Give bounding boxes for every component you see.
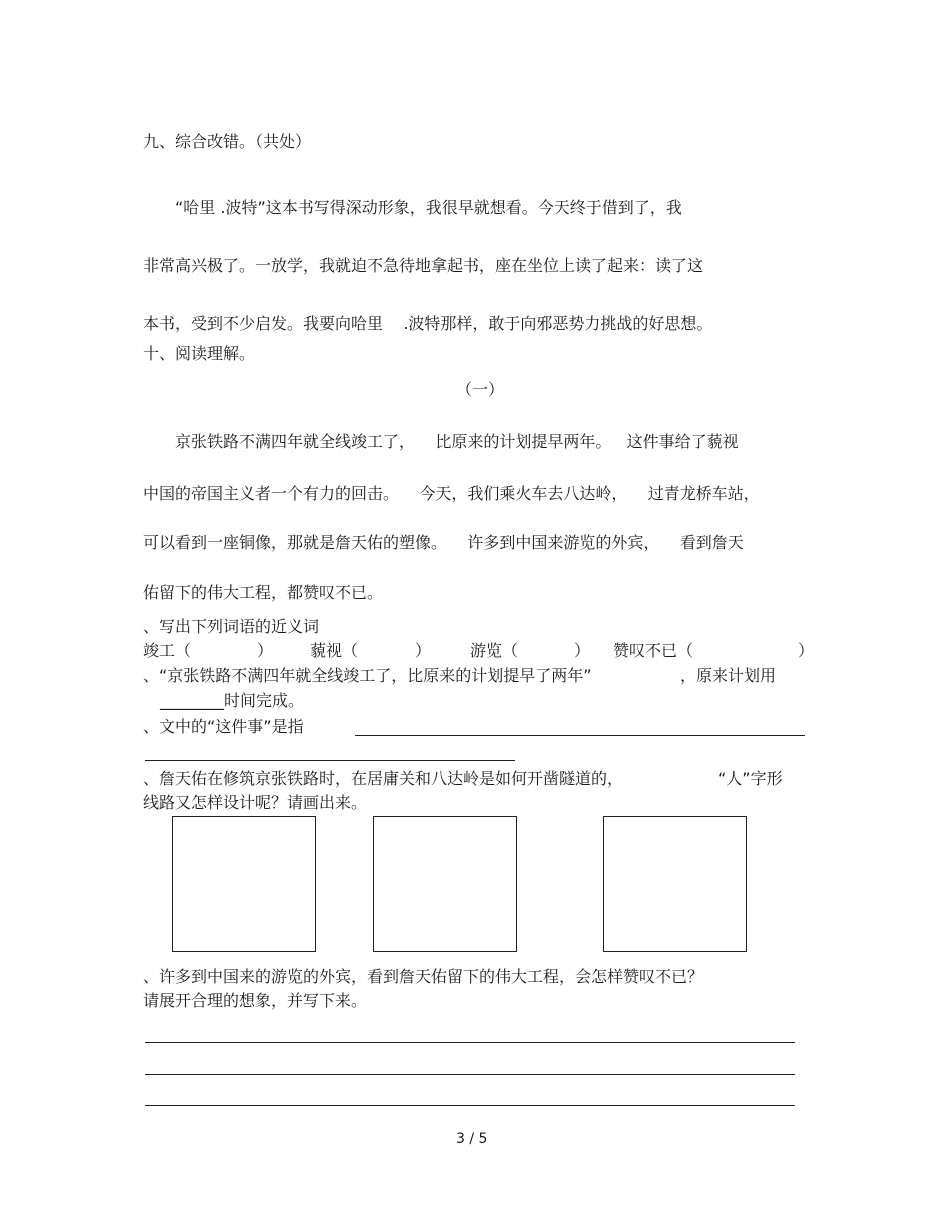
q3-prompt: 、文中的“这件事”是指 — [143, 717, 304, 736]
page-number: 3 / 5 — [456, 1131, 488, 1147]
q4-line-2: 线路又怎样设计呢？请画出来。 — [143, 793, 368, 812]
section9-line-1: “哈里 .波特”这本书写得深动形象，我很早就想看。今天终于借到了，我 — [175, 198, 682, 217]
q5-line-2: 请展开合理的想象，并写下来。 — [143, 991, 368, 1010]
drawing-box-2[interactable] — [373, 816, 517, 952]
q1-word-miaoshi: 藐视（ — [310, 641, 359, 660]
q3-answer-line-2[interactable] — [145, 760, 515, 761]
q4-line-1: 、詹天佑在修筑京张铁路时，在居庸关和八达岭是如何开凿隧道的， — [143, 769, 624, 788]
q1-bracket-close: ） — [574, 641, 591, 660]
passage-line-1: 京张铁路不满四年就全线竣工了， 比原来的计划提早两年。 这件事给了藐视 — [175, 432, 739, 451]
q1-bracket-close: ） — [415, 641, 432, 660]
section10-heading: 十、阅读理解。 — [143, 344, 256, 363]
passage-line-2: 中国的帝国主义者一个有力的回击。 今天，我们乘火车去八达岭， 过青龙桥车站， — [143, 484, 760, 503]
q2-line-1: 、“京张铁路不满四年就全线竣工了，比原来的计划提早了两年” — [143, 666, 592, 685]
q1-bracket-close: ） — [257, 641, 274, 660]
q1-bracket-close: ） — [798, 641, 815, 660]
passage-line-4: 佑留下的伟大工程，都赞叹不已。 — [143, 583, 384, 602]
drawing-box-1[interactable] — [172, 816, 316, 952]
q5-answer-line-2[interactable] — [145, 1074, 795, 1075]
q2-line-2: ________时间完成。 — [160, 691, 305, 710]
q1-word-jungong: 竣工（ — [143, 641, 192, 660]
q3-answer-line-1[interactable] — [355, 735, 805, 736]
q1-prompt: 、写出下列词语的近义词 — [143, 617, 320, 636]
section9-line-3: 本书，受到不少启发。我要向哈里 .波特那样，敢于向邪恶势力挑战的好思想。 — [143, 314, 713, 333]
q5-answer-line-1[interactable] — [145, 1042, 795, 1043]
section9-heading: 九、综合改错。（共处） — [143, 132, 312, 151]
q1-word-youlan: 游览（ — [470, 641, 519, 660]
section10-subheading: （一） — [456, 380, 505, 399]
q4-line-1-tail: “人”字形 — [718, 769, 783, 788]
q5-line-1: 、许多到中国来的游览的外宾，看到詹天佑留下的伟大工程，会怎样赞叹不已？ — [143, 967, 704, 986]
q1-word-zantanbuyi: 赞叹不已（ — [613, 641, 694, 660]
section9-line-2: 非常高兴极了。一放学，我就迫不急待地拿起书，座在坐位上读了起来：读了这 — [143, 256, 704, 275]
passage-line-3: 可以看到一座铜像，那就是詹天佑的塑像。 许多到中国来游览的外宾， 看到詹天 — [143, 533, 744, 552]
q5-answer-line-3[interactable] — [145, 1105, 795, 1106]
drawing-box-3[interactable] — [603, 816, 747, 952]
q2-line-1-tail: ，原来计划用 — [680, 666, 777, 685]
